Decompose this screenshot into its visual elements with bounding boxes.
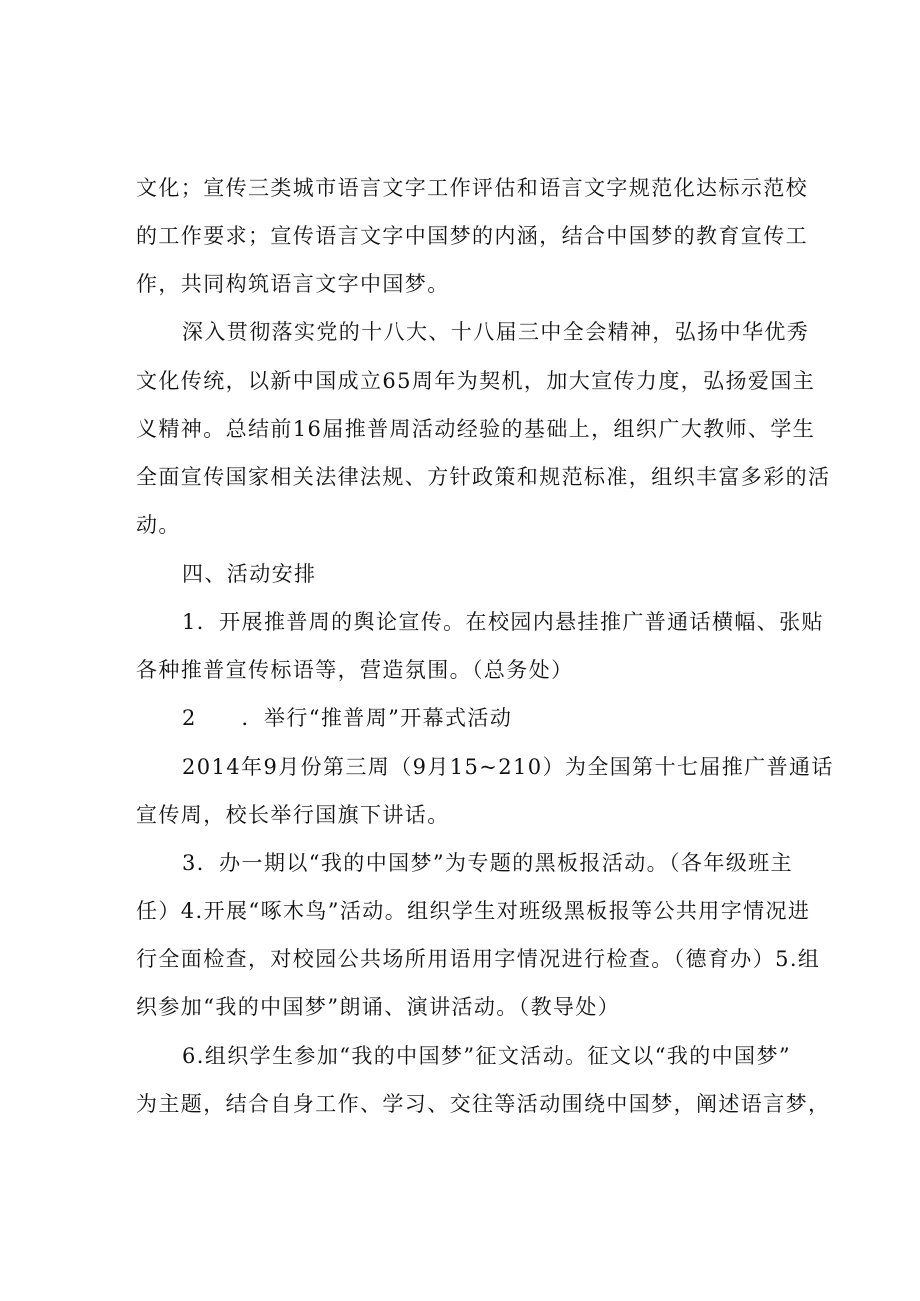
list-item-2: 2 ．举行“推普周”开幕式活动 bbox=[182, 706, 513, 730]
text-line: 各种推普宣传标语等，营造氛围。（总务处） bbox=[136, 658, 574, 682]
paragraph-start-line: 深入贯彻落实党的十八大、十八届三中全会精神，弘扬中华优秀 bbox=[182, 320, 810, 344]
text-line: 动。 bbox=[136, 513, 181, 537]
list-item-1: 1．开展推普周的舆论宣传。在校园内悬挂推广普通话横幅、张贴 bbox=[182, 610, 824, 634]
text-line: 文化传统，以新中国成立65周年为契机，加大宣传力度，弘扬爱国主 bbox=[136, 369, 816, 393]
text-line: 宣传周，校长举行国旗下讲话。 bbox=[136, 803, 450, 827]
text-line: 全面宣传国家相关法律法规、方针政策和规范标准，组织丰富多彩的活 bbox=[136, 465, 831, 489]
text-line: 文化；宣传三类城市语言文字工作评估和语言文字规范化达标示范校 bbox=[136, 176, 808, 200]
text-line: 织参加“我的中国梦”朗诵、演讲活动。（教导处） bbox=[136, 995, 621, 1019]
text-line: 的工作要求；宣传语言文字中国梦的内涵，结合中国梦的教育宣传工 bbox=[136, 224, 808, 248]
paragraph-start-line: 2014年9月份第三周（9月15~210）为全国第十七届推广普通话 bbox=[182, 755, 834, 779]
text-line: 行全面检查，对校园公共场所用语用字情况进行检查。（德育办）5.组 bbox=[136, 947, 821, 971]
list-item-6: 6.组织学生参加“我的中国梦”征文活动。征文以“我的中国梦” bbox=[182, 1044, 791, 1068]
section-heading: 四、活动安排 bbox=[182, 562, 317, 586]
text-line: 义精神。总结前16届推普周活动经验的基础上，组织广大教师、学生 bbox=[136, 417, 816, 441]
text-line: 任）4.开展“啄木鸟”活动。组织学生对班级黑板报等公共用字情况进 bbox=[136, 899, 811, 923]
list-item-3: 3．办一期以“我的中国梦”为专题的黑板报活动。（各年级班主 bbox=[182, 851, 793, 875]
text-line: 为主题，结合自身工作、学习、交往等活动围绕中国梦，阐述语言梦， bbox=[136, 1092, 831, 1116]
text-line: 作，共同构筑语言文字中国梦。 bbox=[136, 272, 450, 296]
